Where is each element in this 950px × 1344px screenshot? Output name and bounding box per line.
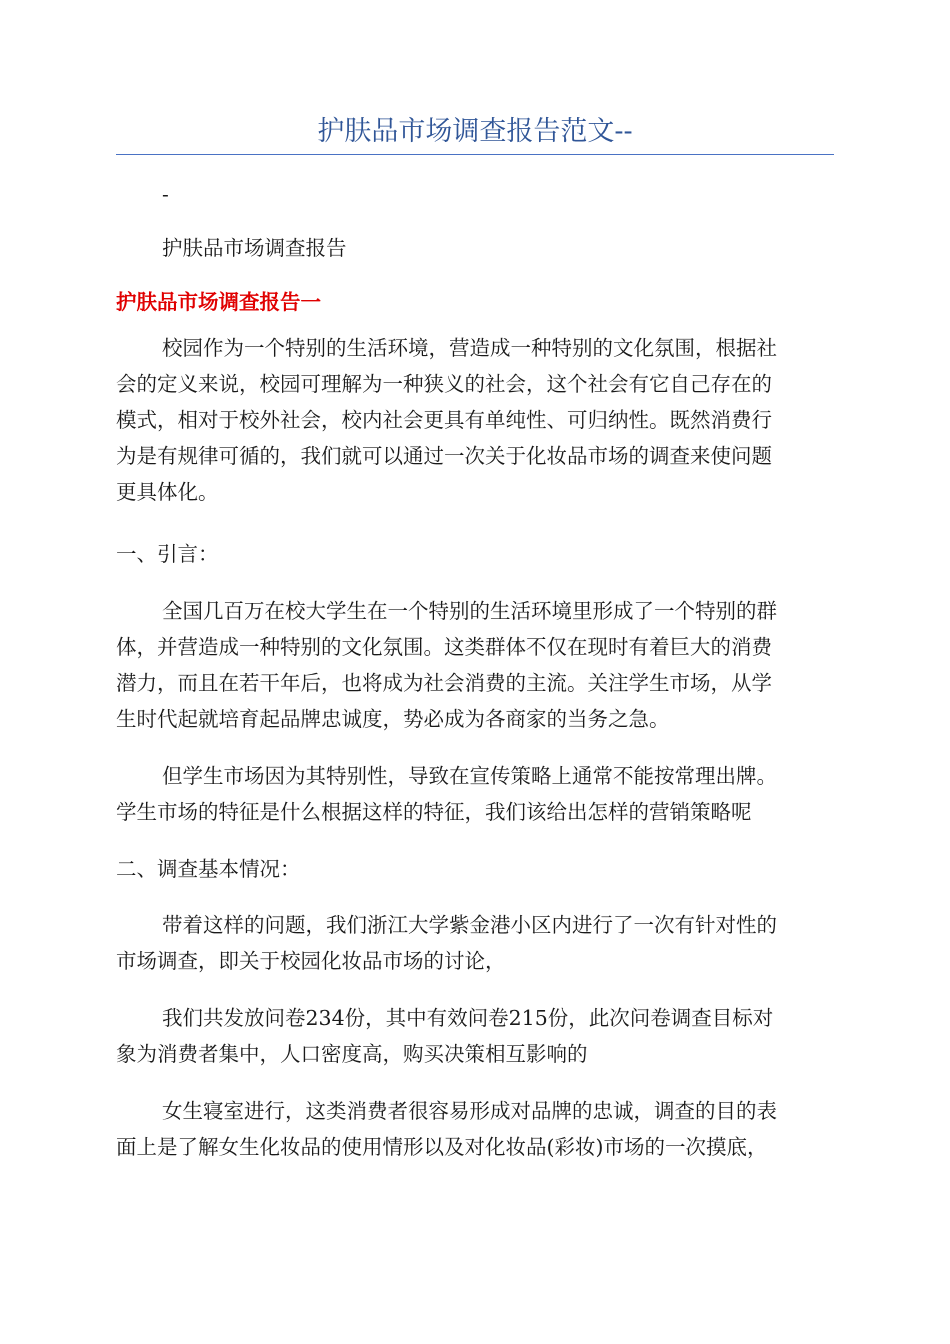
- text-line: 但学生市场因为其特别性，导致在宣传策略上通常不能按常理出牌。: [162, 764, 777, 788]
- text-line: 潜力，而且在若干年后，也将成为社会消费的主流。关注学生市场，从学: [116, 671, 772, 695]
- text-line: 体，并营造成一种特别的文化氛围。这类群体不仅在现时有着巨大的消费: [116, 635, 772, 659]
- text-line: 市场调查，即关于校园化妆品市场的讨论，: [116, 949, 506, 973]
- section-heading: 护肤品市场调查报告一: [116, 290, 321, 314]
- text-line: 我们共发放问卷234份，其中有效问卷215份，此次问卷调查目标对: [162, 1006, 774, 1030]
- text-line: 为是有规律可循的，我们就可以通过一次关于化妆品市场的调查来使问题: [116, 444, 772, 468]
- dash-line: -: [162, 182, 169, 206]
- text-line: 面上是了解女生化妆品的使用情形以及对化妆品(彩妆)市场的一次摸底，: [116, 1135, 768, 1159]
- text-line: 女生寝室进行，这类消费者很容易形成对品牌的忠诚，调查的目的表: [162, 1099, 777, 1123]
- text-line: 模式，相对于校外社会，校内社会更具有单纯性、可归纳性。既然消费行: [116, 408, 772, 432]
- text-line: 带着这样的问题，我们浙江大学紫金港小区内进行了一次有针对性的: [162, 913, 777, 937]
- section-heading-intro: 一、引言：: [116, 542, 219, 566]
- text-line: 生时代起就培育起品牌忠诚度，势必成为各商家的当务之急。: [116, 707, 670, 731]
- subtitle: 护肤品市场调查报告: [162, 236, 347, 260]
- text-line: 全国几百万在校大学生在一个特别的生活环境里形成了一个特别的群: [162, 599, 777, 623]
- title-underline: [116, 154, 834, 155]
- section-heading-basic: 二、调查基本情况：: [116, 857, 301, 881]
- text-line: 更具体化。: [116, 480, 219, 504]
- text-line: 象为消费者集中，人口密度高，购买决策相互影响的: [116, 1042, 588, 1066]
- document-title: 护肤品市场调查报告范文--: [317, 116, 633, 147]
- text-line: 学生市场的特征是什么根据这样的特征，我们该给出怎样的营销策略呢: [116, 800, 752, 824]
- text-line: 校园作为一个特别的生活环境，营造成一种特别的文化氛围，根据社: [162, 336, 777, 360]
- text-line: 会的定义来说，校园可理解为一种狭义的社会，这个社会有它自己存在的: [116, 372, 772, 396]
